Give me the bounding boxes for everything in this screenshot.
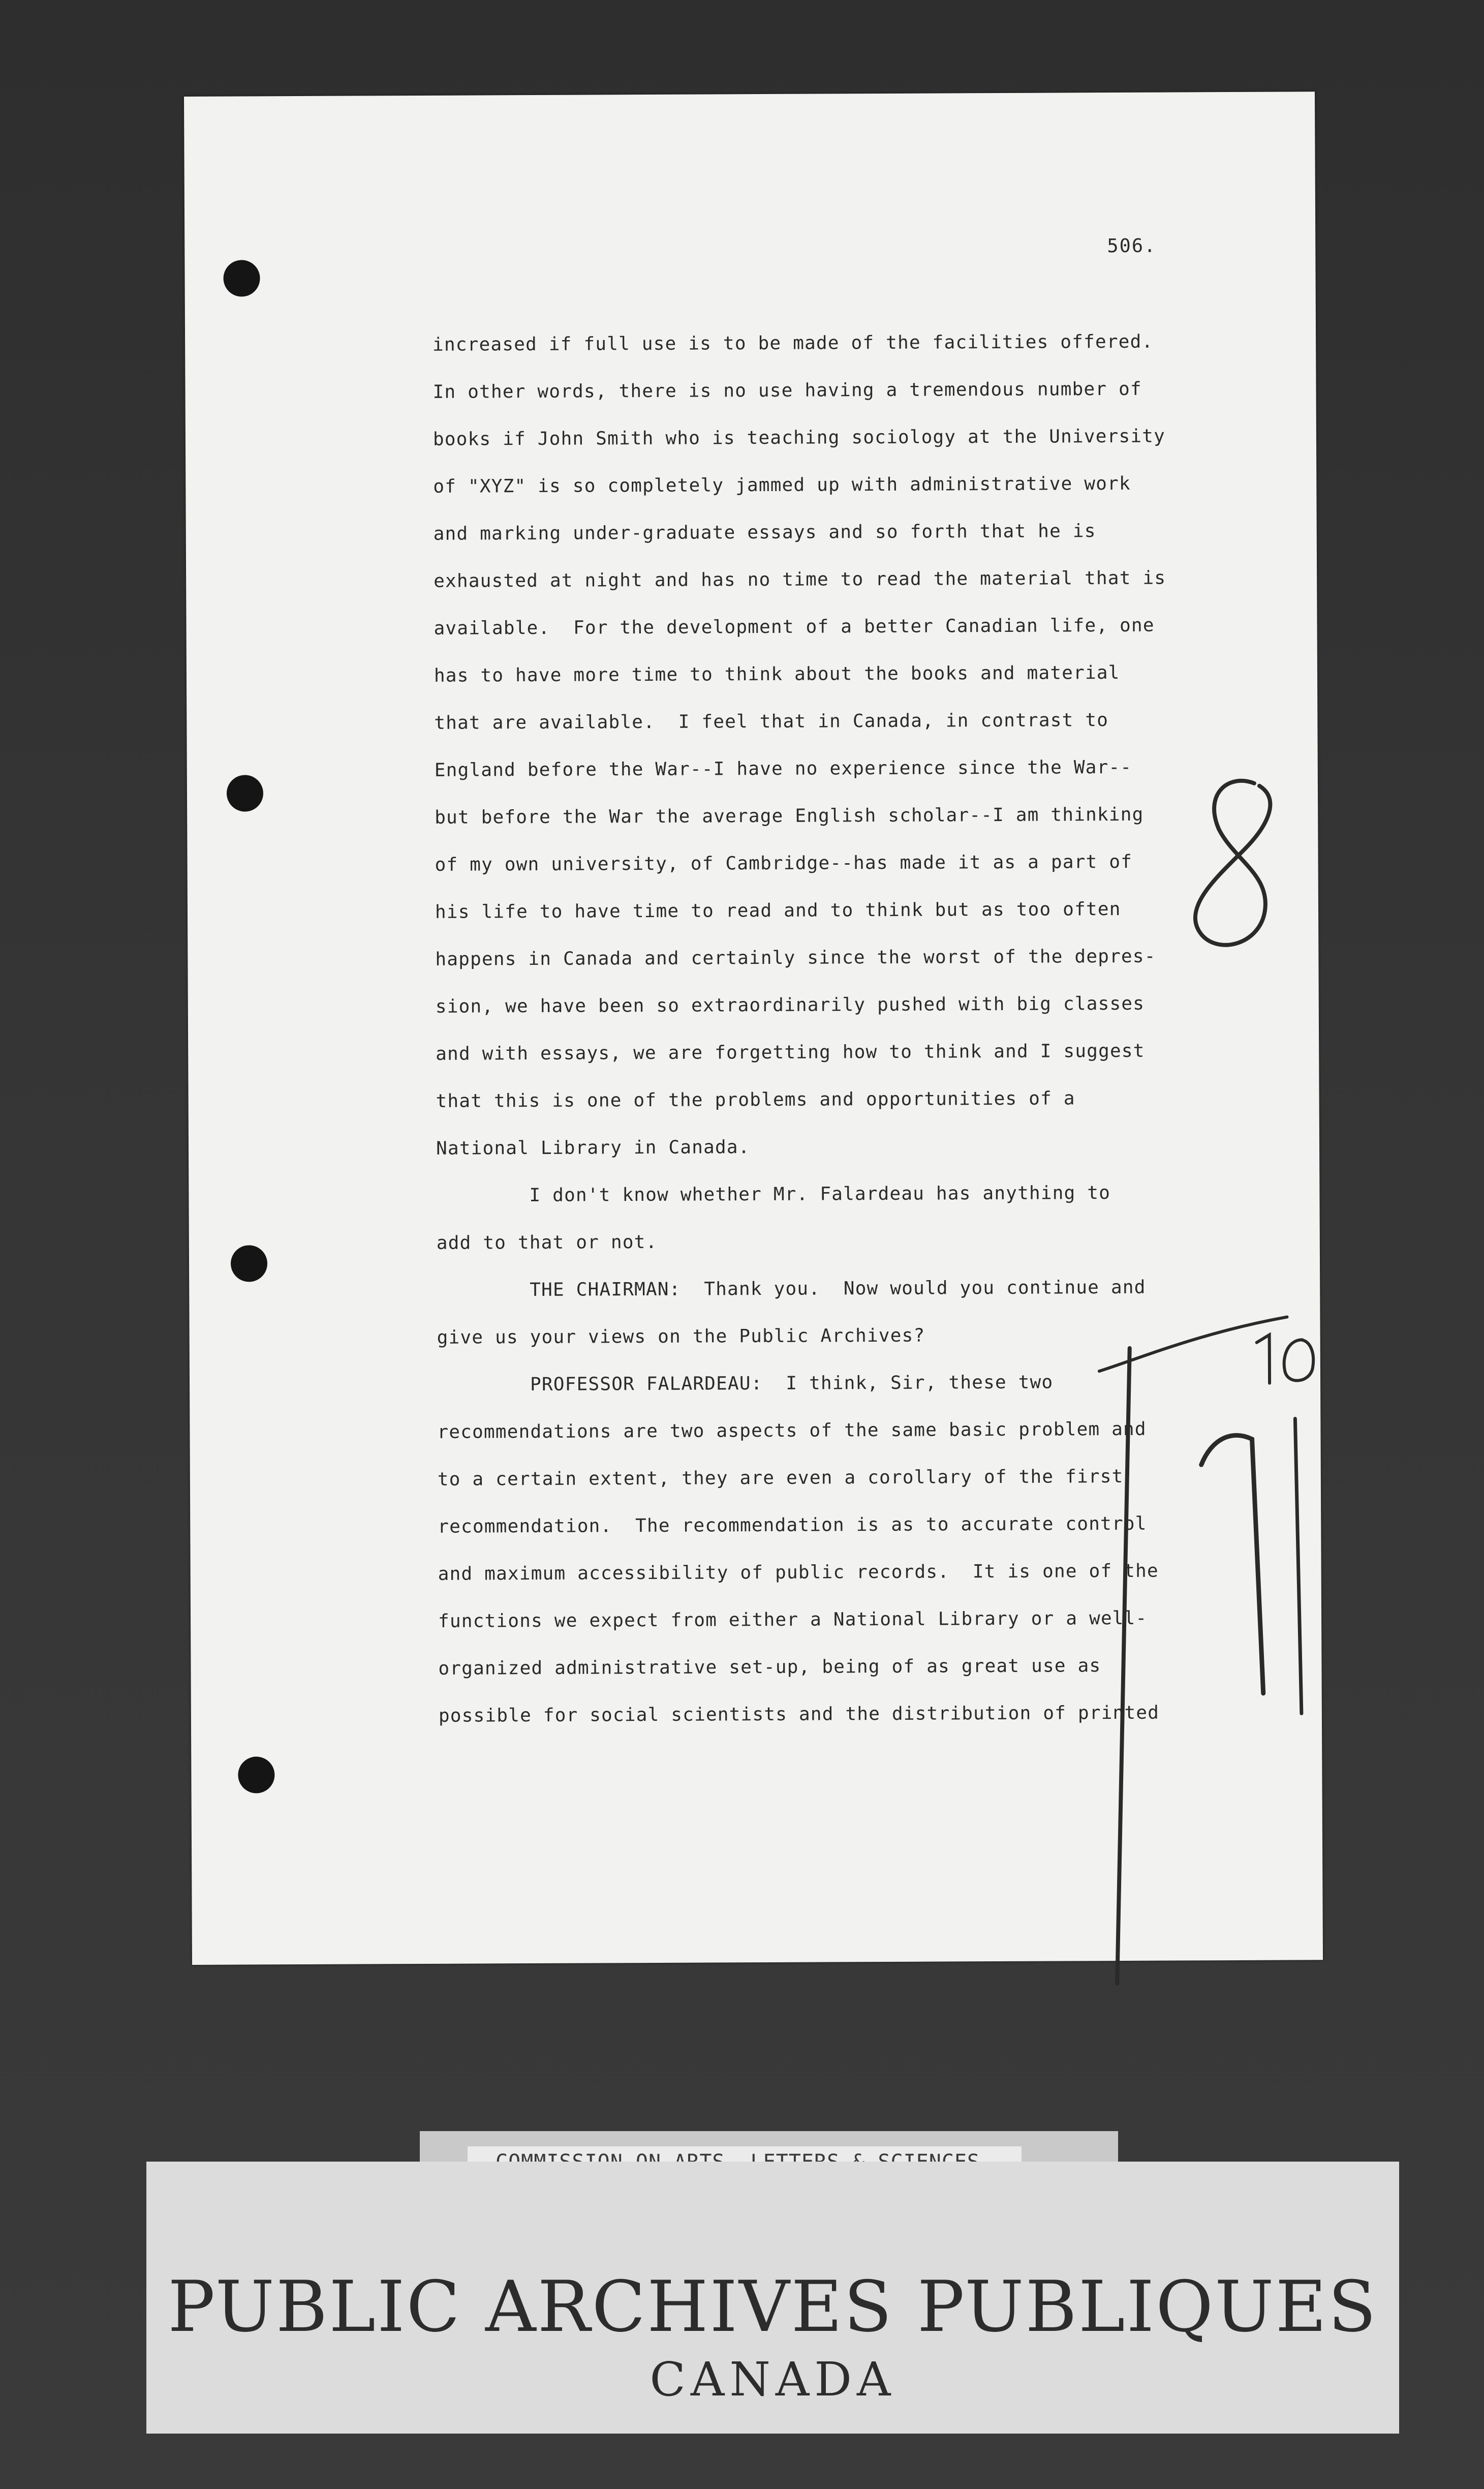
text-line: to a certain extent, they are even a corollary of the first (437, 1466, 1124, 1490)
archive-stamp (146, 2162, 1399, 2434)
text-line: I don't know whether Mr. Falardeau has anything to (436, 1182, 1111, 1206)
text-line: recommendations are two aspects of the same basic problem and (437, 1418, 1147, 1443)
text-line: of "XYZ" is so completely jammed up with administrative work (433, 473, 1131, 497)
text-line: England before the War--I have no experience since the War-- (434, 756, 1132, 781)
handwritten-mark-8 (1168, 773, 1301, 966)
margin-line (1099, 1282, 1295, 1994)
punch-hole (231, 1245, 267, 1282)
page-number: 506. (1107, 234, 1157, 257)
body-text (432, 330, 1296, 1726)
text-line: but before the War the average English scholar--I am thinking (435, 804, 1144, 828)
text-line: has to have more time to think about the books and material (434, 662, 1120, 686)
text-line: add to that or not. (436, 1231, 658, 1254)
punch-hole (238, 1756, 274, 1793)
text-line: books if John Smith who is teaching sociology at the University (432, 426, 1166, 450)
text-line: that this is one of the problems and opportunities of a (436, 1088, 1075, 1112)
text-line: increased if full use is to be made of the facilities offered. (432, 331, 1154, 355)
document-page (184, 92, 1323, 1965)
punch-hole (227, 775, 263, 811)
text-line: and maximum accessibility of public records. It is one of the (438, 1560, 1159, 1585)
punch-hole (223, 260, 260, 296)
archive-title: PUBLIC ARCHIVES PUBLIQUES (168, 2266, 1378, 2348)
text-line: THE CHAIRMAN: Thank you. Now would you continue and (437, 1277, 1146, 1301)
text-line: sion, we have been so extraordinarily pushed with big classes (435, 993, 1145, 1017)
text-line: and marking under-graduate essays and so forth that he is (433, 521, 1096, 544)
text-line: available. For the development of a better Canadian life, one (434, 615, 1155, 639)
text-line: functions we expect from either a National Library or a well- (438, 1607, 1148, 1632)
text-line: organized administrative set-up, being of as great use as (438, 1655, 1101, 1679)
text-line: PROFESSOR FALARDEAU: I think, Sir, these two (437, 1372, 1054, 1395)
text-line: exhausted at night and has no time to read the material that is (434, 567, 1166, 592)
archive-subtitle: CANADA (650, 2352, 896, 2407)
text-line: recommendation. The recommendation is as to accurate control (438, 1513, 1147, 1537)
text-line: In other words, there is no use having a tremendous number of (432, 378, 1142, 403)
text-line: National Library in Canada. (436, 1137, 750, 1159)
text-line: happens in Canada and certainly since the worst of the depres- (435, 946, 1156, 970)
text-line: of my own university, of Cambridge--has made it as a part of (435, 851, 1133, 875)
text-line: his life to have time to read and to think but as too often (435, 898, 1121, 923)
text-line: give us your views on the Public Archives? (437, 1325, 925, 1348)
text-line: and with essays, we are forgetting how to think and I suggest (436, 1040, 1145, 1065)
text-line: possible for social scientists and the distribution of printed (438, 1702, 1160, 1726)
text-line: that are available. I feel that in Canada, in contrast to (434, 710, 1109, 734)
